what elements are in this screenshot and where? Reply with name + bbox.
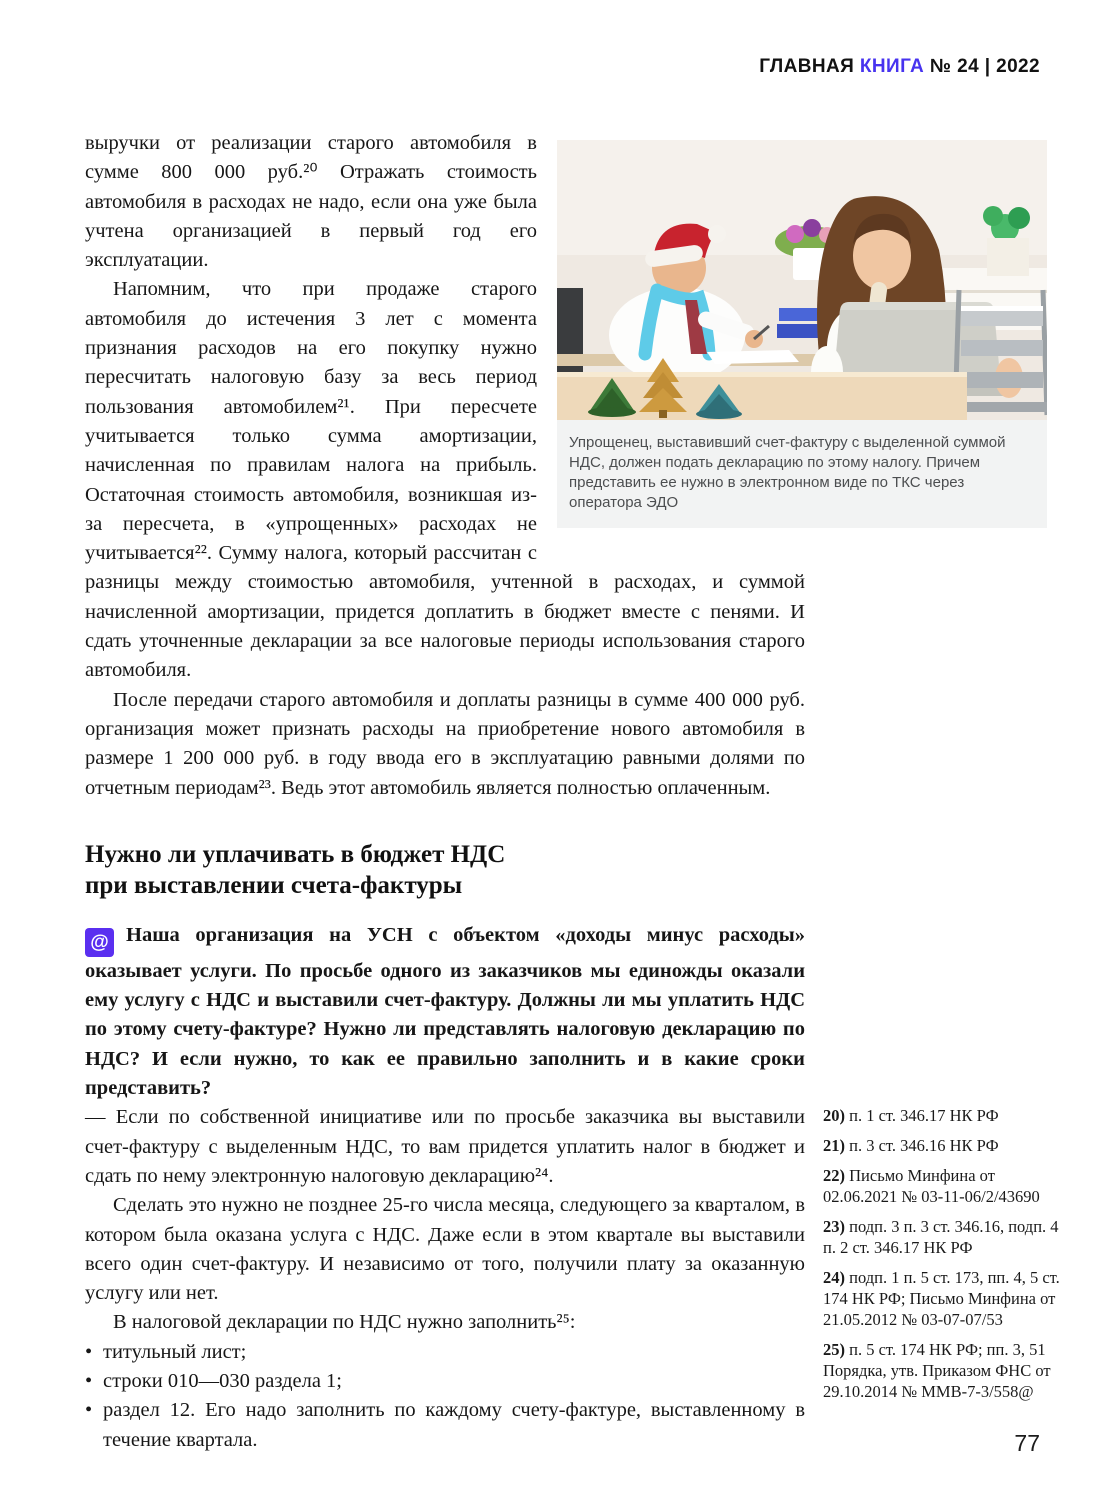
at-icon: @ — [85, 928, 114, 957]
footnote-text: п. 5 ст. 174 НК РФ; пп. 3, 51 Порядка, утв. Приказом ФНС от 29.10.2014 № ММВ-7-3/558@ — [823, 1340, 1051, 1401]
footnote-text: подп. 3 п. 3 ст. 346.16, подп. 4 п. 2 ст. 346.17 НК РФ — [823, 1217, 1059, 1257]
section-heading-line1: Нужно ли уплачивать в бюджет НДС — [85, 840, 506, 868]
list-item-text: строки 010—030 раздела 1; — [103, 1369, 342, 1392]
section-heading — [85, 839, 805, 901]
answer-paragraph-3: В налоговой декларации по НДС нужно заполнить²⁵: — [113, 1311, 576, 1334]
reader-question — [85, 921, 805, 1103]
photo-caption: Упрощенец, выставивший счет-фактуру с выделенной суммой НДС, должен подать декларацию по этому налогу. Причем представить ее нужно в электронном виде по ТКС через оператора ЭДО — [557, 420, 1047, 528]
list-item-text: титульный лист; — [103, 1340, 247, 1363]
footnote-number: 21) — [823, 1136, 845, 1155]
footnote-item — [823, 1135, 1066, 1156]
declaration-sections-list — [85, 1338, 805, 1455]
list-item-text: раздел 12. Его надо заполнить по каждому счету-фактуре, выставленному в течение квартала. — [103, 1399, 805, 1451]
footnote-number: 22) — [823, 1166, 845, 1185]
brand-name-black: ГЛАВНАЯ — [759, 56, 855, 77]
footnote-item — [823, 1267, 1066, 1330]
paragraph-new-car-expenses: После передачи старого автомобиля и доплаты разницы в сумме 400 000 руб. организация может признать расходы на приобретение нового автомобиля в размере 1 200 000 руб. в году ввода его в эксплуатацию равными долями по отчетным периодам²³. Ведь этот автомобиль является полностью оплаченным. — [85, 688, 805, 799]
paragraph-recalculation: Напомним, что при продаже старого автомобиля до истечения 3 лет с момента признания расходов на его покупку нужно пересчитать налоговую базу за весь период пользования автомобилем²¹. При пересчете учитывается только сумма амортизации, начисленная по правилам налога на прибыль. Остаточная стоимость автомобиля, возникшая из-за пересчета, в «упрощенных» расходах не учитывается²². Сумму налога, который рассчитан с разницы между стоимостью автомобиля, учтенной в расходах, и суммой начисленной амортизации, придется доплатить в бюджет вместе с пенями. И сдать уточненные декларации за все налоговые периоды использования старого автомобиля. — [85, 278, 805, 682]
footnote-number: 24) — [823, 1268, 845, 1287]
footnote-number: 23) — [823, 1217, 845, 1236]
footnote-text: п. 1 ст. 346.17 НК РФ — [849, 1106, 999, 1125]
footnote-text: Письмо Минфина от 02.06.2021 № 03-11-06/2/43690 — [823, 1166, 1040, 1206]
list-item — [103, 1367, 805, 1396]
section-heading-line2: при выставлении счета-фактуры — [85, 871, 463, 899]
issue-number: № 24 | 2022 — [929, 56, 1040, 77]
footnotes-sidebar — [823, 1105, 1066, 1411]
footnote-text: п. 3 ст. 346.16 НК РФ — [849, 1136, 999, 1155]
paragraph-old-car-revenue: выручки от реализации старого автомобиля в сумме 800 000 руб.²⁰ Отражать стоимость автомобиля в расходах не надо, если она уже была учтена организацией в первый год его эксплуатации. — [85, 132, 537, 272]
footnote-item — [823, 1165, 1066, 1207]
brand-name-blue: КНИГА — [859, 56, 925, 77]
answer-paragraph-2: Сделать это нужно не позднее 25-го числа месяца, следующего за кварталом, в котором была оказана услуга с НДС. Даже если в этом квартале вы выставили всего один счет-фактуру. И независимо от того, получили плату за оказанную услугу или нет. — [85, 1194, 805, 1305]
footnote-item — [823, 1105, 1066, 1126]
page-number: 77 — [1014, 1430, 1040, 1456]
list-item — [103, 1396, 805, 1455]
answer-paragraph-1: — Если по собственной инициативе или по просьбе заказчика вы выставили счет-фактуру с выделенным НДС, то вам придется уплатить налог в бюджет и сдать по нему электронную налоговую декларацию²⁴. — [85, 1106, 805, 1187]
footnote-number: 25) — [823, 1340, 845, 1359]
footnote-text: подп. 1 п. 5 ст. 173, пп. 4, 5 ст. 174 НК РФ; Письмо Минфина от 21.05.2012 № 03-07-07/53 — [823, 1268, 1060, 1329]
footnote-item — [823, 1216, 1066, 1258]
magazine-header — [759, 56, 1040, 78]
reader-question-text: Наша организация на УСН с объектом «доходы минус расходы» оказывает услуги. По просьбе одного из заказчиков мы единожды оказали ему услугу с НДС и выставили счет-фактуру. Должны ли мы уплатить НДС по этому счету-фактуре? Нужно ли представлять налоговую декларацию по НДС? И если нужно, то как ее правильно заполнить и в какие сроки представить? — [85, 923, 805, 1100]
footnote-number: 20) — [823, 1106, 845, 1125]
footnote-item — [823, 1339, 1066, 1402]
list-item — [103, 1338, 805, 1367]
article-body — [85, 129, 805, 1455]
photo-float-spacer — [537, 129, 805, 543]
